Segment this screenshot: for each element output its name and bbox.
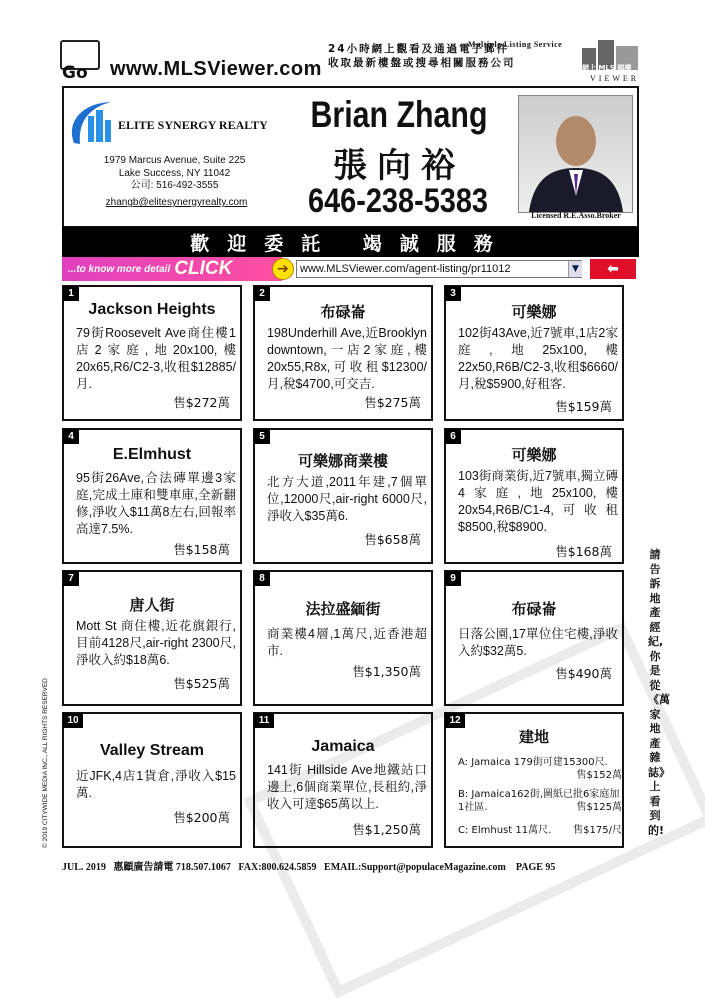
listing-body: 北方大道,2011年建,7個單位,12000尺,air-right 6000尺,淨收入$35萬6. bbox=[267, 475, 427, 523]
land-item-price: 售$125萬 bbox=[576, 802, 622, 813]
company-phone: 公司: 516-492-3555 bbox=[130, 180, 219, 191]
mls-viewer-logo bbox=[578, 36, 646, 86]
listing-body: 198Underhill Ave,近Brooklyn downtown,一店2家庭,樓20x55,R8x,可收租$12300/月,稅$4700,可交吉. bbox=[267, 326, 427, 391]
click-banner[interactable] bbox=[62, 257, 282, 281]
land-item-price: 售$152萬 bbox=[576, 770, 622, 781]
mlsviewer-logo[interactable] bbox=[60, 36, 320, 82]
mls-service-label: Multiple Listing Service bbox=[468, 40, 563, 49]
arrow-right-icon[interactable]: ➔ bbox=[272, 258, 294, 280]
listing-title: 布碌崙 bbox=[320, 303, 366, 321]
copyright-notice: © 2019 CITYWIDE MEDIA INC., ALL RIGHTS RESERVED bbox=[42, 678, 49, 848]
listing-number: 10 bbox=[63, 713, 83, 728]
listing-cell-9[interactable] bbox=[444, 570, 624, 706]
listing-cell-6[interactable] bbox=[444, 428, 624, 564]
welcome-bar: 歡迎委託 竭誠服務 bbox=[62, 227, 639, 257]
listing-price: 售$272萬 bbox=[173, 395, 230, 410]
listing-price: 售$490萬 bbox=[555, 666, 612, 681]
listing-cell-5[interactable] bbox=[253, 428, 433, 564]
listing-url-field[interactable]: www.MLSViewer.com/agent-listing/pr11012 bbox=[296, 260, 582, 278]
listing-body: 近JFK,4店1貨倉,淨收入$15萬. bbox=[76, 769, 236, 800]
listing-title: 唐人街 bbox=[129, 596, 175, 614]
footer-fax: FAX:800.624.5859 bbox=[238, 862, 317, 873]
viewer-logo-zh: 網上 MLS 睇樓 bbox=[582, 64, 632, 72]
site-url-logo: www.MLSViewer.com bbox=[110, 58, 322, 80]
listing-body: 79街Roosevelt Ave商住樓1店2家庭,地20x100,樓20x65,R6/C2-3,收租$12885/月. bbox=[76, 326, 236, 391]
side-vertical-notice: 請告訴地產經紀,你是從《萬家地產雜誌》上看到的! bbox=[648, 548, 670, 837]
tagline-line1: 24小時網上觀看及通過電子郵件 bbox=[328, 43, 510, 55]
footer-date: JUL. 2019 bbox=[62, 862, 106, 873]
agent-photo bbox=[518, 95, 633, 213]
go-label: Go bbox=[62, 63, 88, 83]
listing-title: Valley Stream bbox=[99, 742, 205, 759]
click-label: CLICK bbox=[174, 258, 233, 279]
listing-number: 5 bbox=[254, 429, 270, 444]
tagline-line2: 收取最新樓盤或搜尋相關服務公司 bbox=[328, 57, 516, 69]
listing-title: E.Elmhust bbox=[112, 446, 192, 463]
agent-email[interactable]: zhangb@elitesynergyrealty.com bbox=[105, 197, 248, 208]
chevron-down-icon[interactable]: ▼ bbox=[568, 261, 582, 277]
listing-price: 售$200萬 bbox=[173, 810, 230, 825]
listing-title: Jackson Heights bbox=[88, 301, 216, 318]
land-item-text: B: Jamaica162街,圖紙已批6家庭加1社區. bbox=[458, 789, 620, 813]
listing-price: 售$168萬 bbox=[555, 544, 612, 559]
license-label: Licensed R.E.Asso.Broker bbox=[531, 211, 621, 220]
listing-number: 12 bbox=[445, 713, 465, 728]
listing-price: 售$658萬 bbox=[364, 532, 421, 547]
land-item-text: A: Jamaica 179街可建15300尺. bbox=[458, 757, 608, 768]
listing-cell-8[interactable] bbox=[253, 570, 433, 706]
listing-price: 售$275萬 bbox=[364, 395, 421, 410]
back-arrow-button[interactable]: ⬅ bbox=[590, 259, 636, 279]
listing-body: Mott St 商住樓,近花旗銀行,目前4128尺,air-right 2300尺,淨收入約$18萬6. bbox=[76, 619, 236, 667]
address-line2: Lake Success, NY 11042 bbox=[118, 167, 231, 179]
address-line1: 1979 Marcus Avenue, Suite 225 bbox=[103, 155, 246, 166]
listing-number: 1 bbox=[63, 286, 79, 301]
listing-number: 2 bbox=[254, 286, 270, 301]
listing-title: 布碌崙 bbox=[511, 600, 557, 618]
listing-title: Jamaica bbox=[311, 738, 375, 755]
listing-number: 6 bbox=[445, 429, 461, 444]
listing-cell-12[interactable] bbox=[444, 712, 624, 848]
listing-cell-11[interactable] bbox=[253, 712, 433, 848]
elite-synergy-logo-icon bbox=[66, 98, 116, 150]
listing-price: 售$1,350萬 bbox=[352, 664, 421, 679]
listing-cell-10[interactable] bbox=[62, 712, 242, 848]
listing-price: 售$159萬 bbox=[555, 399, 612, 414]
listing-body: 103街商業街,近7號車,獨立磚4家庭,地25x100,樓20x54,R6B/C1-4,可收租$8500,稅$8900. bbox=[458, 469, 618, 534]
company-name: ELITE SYNERGY REALTY bbox=[118, 118, 268, 132]
listing-price: 售$158萬 bbox=[173, 542, 230, 557]
click-bar bbox=[62, 257, 639, 281]
page-footer bbox=[62, 858, 642, 873]
listing-body: 141街 Hillside Ave地鐵站口邊上,6個商業單位,長租約,淨收入可達$65萬以上. bbox=[267, 763, 427, 811]
listing-number: 11 bbox=[254, 713, 274, 728]
listing-number: 8 bbox=[254, 571, 270, 586]
listing-title: 建地 bbox=[518, 728, 549, 746]
listing-cell-3[interactable] bbox=[444, 285, 624, 421]
listing-cell-1[interactable] bbox=[62, 285, 242, 421]
listing-number: 7 bbox=[63, 571, 79, 586]
listing-title: 可樂娜商業樓 bbox=[297, 452, 388, 470]
listing-title: 可樂娜 bbox=[511, 446, 557, 464]
land-item-a bbox=[458, 756, 622, 782]
listing-title: 可樂娜 bbox=[511, 303, 557, 321]
listing-price: 售$525萬 bbox=[173, 676, 230, 691]
listing-body: 102街43Ave,近7號車,1店2家庭,地25x100,樓22x50,R6B/C2-3,收租$6660/月,稅$5900,好租客. bbox=[458, 326, 618, 391]
listing-title: 法拉盛緬街 bbox=[305, 600, 381, 618]
listing-body: 95街26Ave,合法磚單邊3家庭,完成土庫和雙車庫,全新翻修,淨收入$11萬8左右,回報率高達7.5%. bbox=[76, 471, 236, 536]
land-item-c bbox=[458, 824, 622, 837]
agent-phone[interactable]: 646-238-5383 bbox=[308, 182, 488, 220]
listing-cell-7[interactable] bbox=[62, 570, 242, 706]
agent-name-chinese: 張向裕 bbox=[333, 146, 465, 186]
land-item-b bbox=[458, 788, 622, 814]
listing-cell-2[interactable] bbox=[253, 285, 433, 421]
land-item-text: C: Elmhust 11萬尺. bbox=[458, 825, 552, 836]
listing-number: 4 bbox=[63, 429, 79, 444]
listing-price: 售$1,250萬 bbox=[352, 822, 421, 837]
listing-number: 9 bbox=[445, 571, 461, 586]
listing-cell-4[interactable] bbox=[62, 428, 242, 564]
viewer-logo-text: VIEWER bbox=[590, 74, 640, 83]
company-address bbox=[82, 155, 267, 193]
click-prefix: ...to know more detail bbox=[68, 263, 171, 275]
footer-email[interactable]: EMAIL:Support@populaceMagazine.com bbox=[324, 862, 506, 873]
footer-page: PAGE 95 bbox=[515, 862, 556, 873]
listing-number: 3 bbox=[445, 286, 461, 301]
agent-portrait-icon bbox=[519, 96, 632, 212]
agent-name: Brian Zhang bbox=[310, 94, 488, 135]
listing-body: 商業樓4層,1萬尺,近香港超市. bbox=[267, 627, 427, 658]
footer-ad-phone: 惠顧廣告請電 718.507.1067 bbox=[113, 862, 231, 873]
land-item-price: 售$175/尺 bbox=[573, 825, 622, 836]
listing-body: 日落公園,17單位住宅樓,淨收入約$32萬5. bbox=[458, 627, 618, 658]
